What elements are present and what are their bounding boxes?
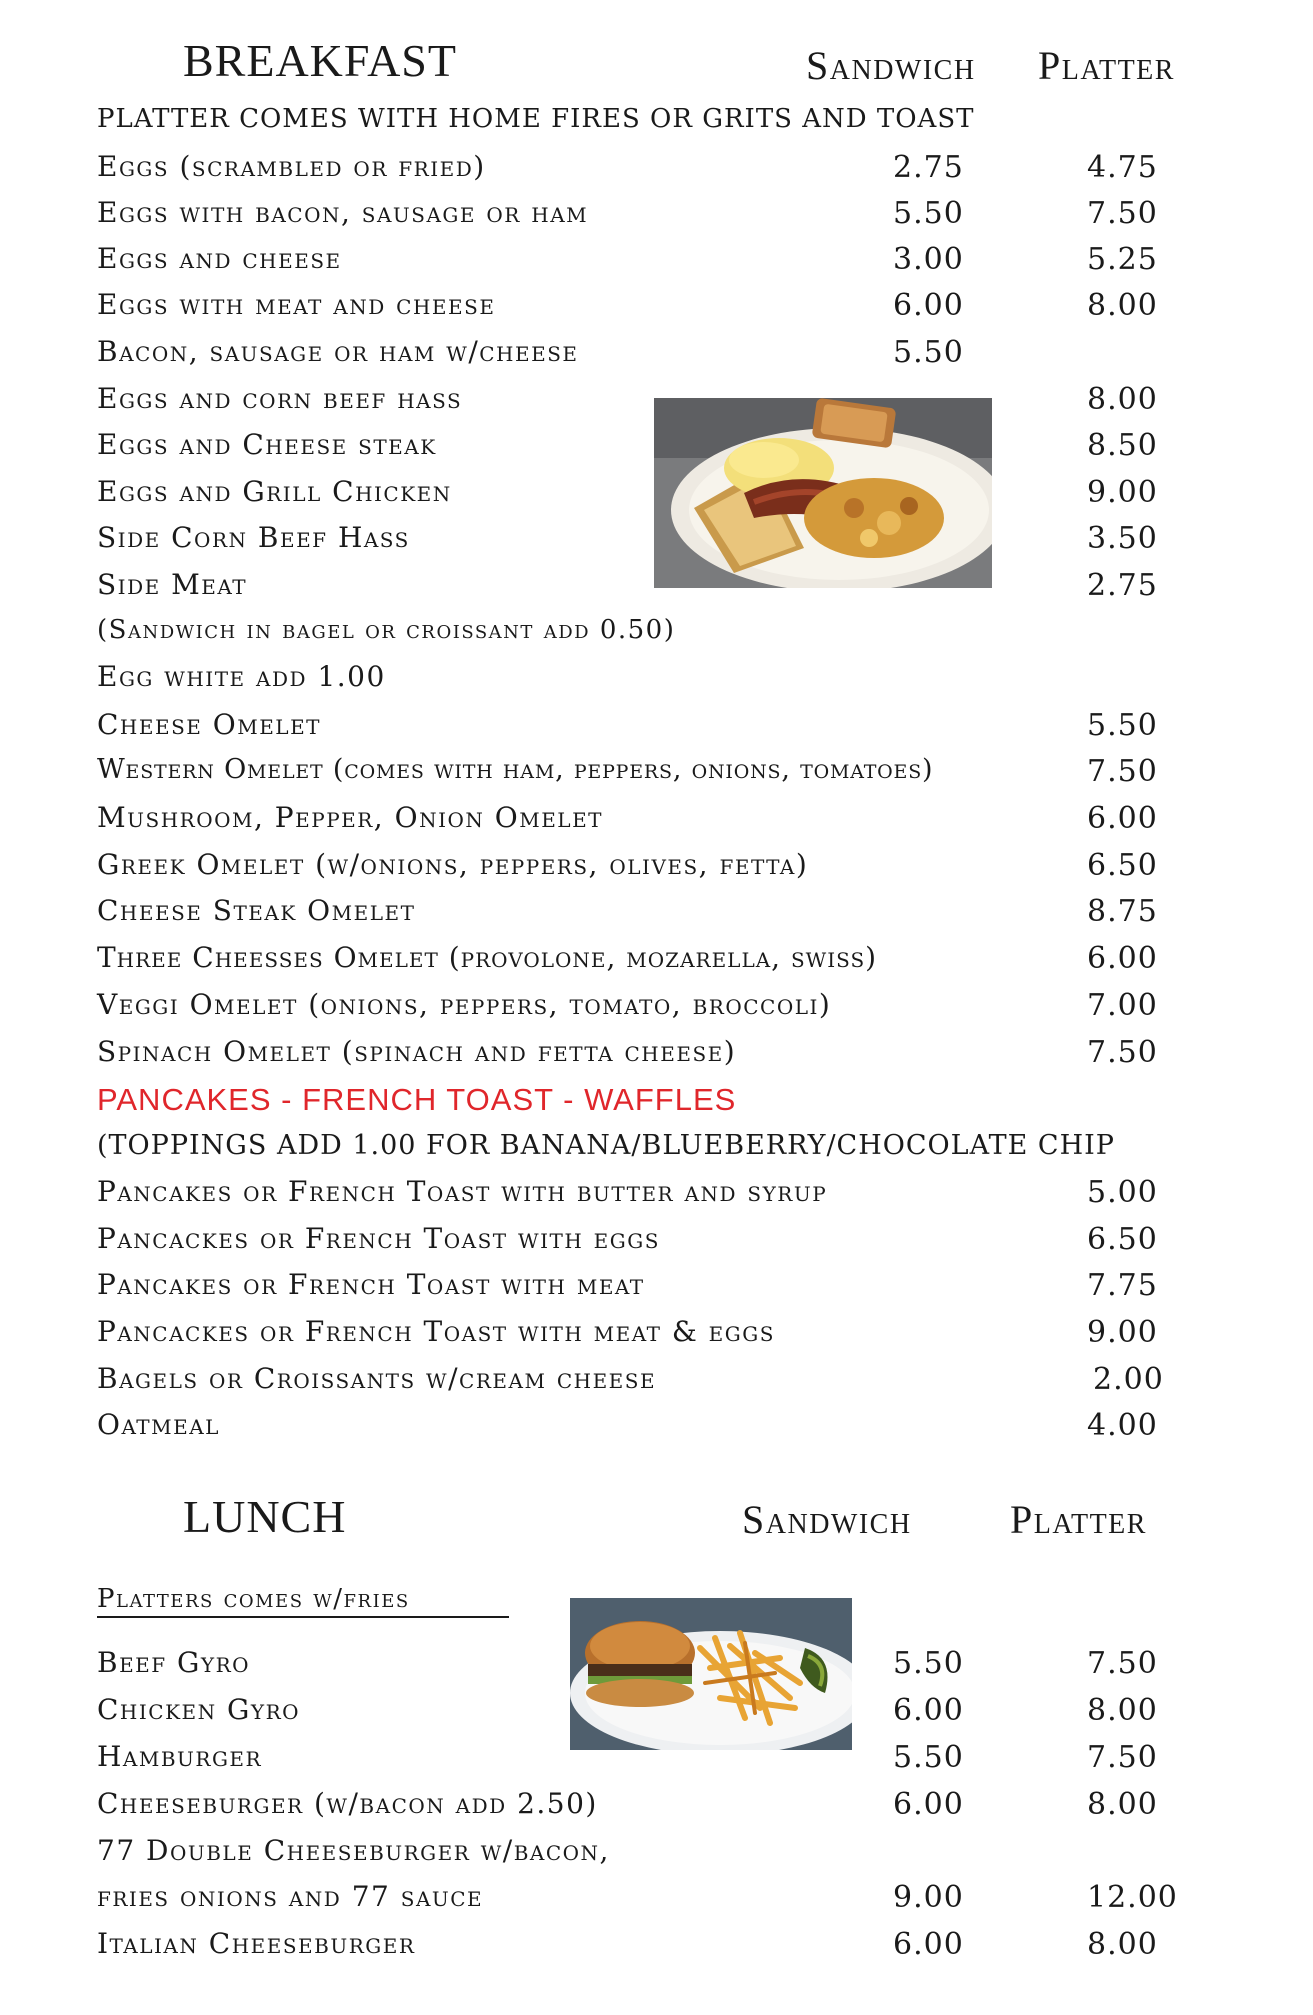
breakfast-platter-note: PLATTER COMES WITH HOME FIRES OR GRITS AND TOAST	[97, 104, 975, 134]
platter-price: 7.50	[1087, 1646, 1158, 1681]
price: 6.00	[1087, 801, 1158, 836]
price: 5.00	[1087, 1175, 1158, 1210]
platter-price: 9.00	[1087, 475, 1158, 510]
sandwich-price: 9.00	[893, 1880, 964, 1915]
item-name: Eggs and corn beef hass	[97, 382, 463, 415]
platter-price: 7.50	[1087, 1740, 1158, 1775]
price: 7.50	[1087, 1035, 1158, 1070]
toppings-note: (TOPPINGS ADD 1.00 FOR BANANA/BLUEBERRY/CHOCOLATE CHIP	[97, 1130, 1115, 1161]
item-name: Eggs with meat and cheese	[97, 288, 496, 321]
sandwich-price: 5.50	[893, 335, 964, 370]
breakfast-title: BREAKFAST	[183, 35, 457, 86]
sandwich-price: 5.50	[893, 1646, 964, 1681]
lunch-col-platter: Platter	[1010, 1497, 1147, 1542]
price: 7.75	[1087, 1268, 1158, 1303]
item-name: Side Corn Beef Hass	[97, 521, 410, 554]
item-name: Bagels or Croissants w/cream cheese	[97, 1362, 657, 1395]
platter-price: 8.50	[1087, 428, 1158, 463]
item-name: Cheeseburger (w/bacon add 2.50)	[97, 1787, 598, 1820]
item-name: Pancackes or French Toast with eggs	[97, 1222, 660, 1255]
item-name: Greek Omelet (w/onions, peppers, olives, fetta)	[97, 848, 809, 881]
item-name: Mushroom, Pepper, Onion Omelet	[97, 801, 604, 834]
sandwich-price: 6.00	[893, 288, 964, 323]
burger-and-fries-image	[570, 1598, 852, 1750]
platter-price: 8.00	[1087, 1693, 1158, 1728]
item-name: Eggs and Grill Chicken	[97, 475, 452, 508]
sandwich-price: 5.50	[893, 196, 964, 231]
price: 4.00	[1087, 1408, 1158, 1443]
platter-price: 2.75	[1087, 568, 1158, 603]
sandwich-price: 6.00	[893, 1927, 964, 1962]
sandwich-price: 5.50	[893, 1740, 964, 1775]
item-name: Chicken Gyro	[97, 1693, 301, 1726]
price: 5.50	[1087, 708, 1158, 743]
price: 6.50	[1087, 1222, 1158, 1257]
price: 2.00	[1093, 1362, 1164, 1397]
price: 6.50	[1087, 848, 1158, 883]
platter-price: 8.00	[1087, 382, 1158, 417]
sandwich-bagel-note: (Sandwich in bagel or croissant add 0.50)	[97, 615, 676, 645]
burger-and-fries-photo	[570, 1598, 852, 1750]
item-name: Pancackes or French Toast with meat & eggs	[97, 1315, 775, 1348]
platter-price: 12.00	[1087, 1880, 1178, 1915]
breakfast-platter-image	[654, 398, 992, 588]
price: 9.00	[1087, 1315, 1158, 1350]
sandwich-price: 2.75	[893, 150, 964, 185]
item-name: 77 Double Cheeseburger w/bacon,	[97, 1834, 610, 1867]
platter-price: 3.50	[1087, 521, 1158, 556]
lunch-platter-note: Platters comes w/fries	[97, 1584, 509, 1618]
breakfast-col-sandwich: Sandwich	[806, 43, 976, 88]
item-name: Oatmeal	[97, 1408, 220, 1441]
item-name: Beef Gyro	[97, 1646, 251, 1679]
item-name: Western Omelet (comes with ham, peppers, onions, tomatoes)	[97, 754, 934, 785]
sandwich-price: 6.00	[893, 1693, 964, 1728]
platter-price: 8.00	[1087, 288, 1158, 323]
lunch-col-sandwich: Sandwich	[742, 1497, 912, 1542]
item-name: Italian Cheeseburger	[97, 1927, 416, 1960]
breakfast-col-platter: Platter	[1038, 43, 1175, 88]
item-name: Cheese Omelet	[97, 708, 322, 741]
platter-price: 4.75	[1087, 150, 1158, 185]
breakfast-platter-photo	[654, 398, 992, 588]
sandwich-price: 3.00	[893, 242, 964, 277]
lunch-title: LUNCH	[183, 1491, 347, 1542]
item-name: Eggs and cheese	[97, 242, 342, 275]
item-name: Eggs with bacon, sausage or ham	[97, 196, 589, 229]
platter-price: 5.25	[1087, 242, 1158, 277]
price: 7.00	[1087, 988, 1158, 1023]
item-name: Side Meat	[97, 568, 248, 601]
egg-white-note: Egg white add 1.00	[97, 660, 386, 693]
item-name: Veggi Omelet (onions, peppers, tomato, broccoli)	[97, 988, 832, 1021]
platter-price: 8.00	[1087, 1927, 1158, 1962]
item-name: Pancakes or French Toast with meat	[97, 1268, 645, 1301]
item-name: Three Cheesses Omelet (provolone, mozarella, swiss)	[97, 941, 878, 974]
item-name: Bacon, sausage or ham w/cheese	[97, 335, 579, 368]
item-name: Spinach Omelet (spinach and fetta cheese)	[97, 1035, 737, 1068]
item-name: Hamburger	[97, 1740, 263, 1773]
price: 8.75	[1087, 894, 1158, 929]
price: 6.00	[1087, 941, 1158, 976]
platter-price: 8.00	[1087, 1787, 1158, 1822]
price: 7.50	[1087, 754, 1158, 789]
sandwich-price: 6.00	[893, 1787, 964, 1822]
item-name: fries onions and 77 sauce	[97, 1880, 484, 1913]
pancakes-heading: PANCAKES - FRENCH TOAST - WAFFLES	[97, 1082, 737, 1117]
item-name: Pancakes or French Toast with butter and syrup	[97, 1175, 828, 1208]
item-name: Eggs (scrambled or fried)	[97, 150, 486, 183]
item-name: Cheese Steak Omelet	[97, 894, 416, 927]
item-name: Eggs and Cheese steak	[97, 428, 437, 461]
platter-price: 7.50	[1087, 196, 1158, 231]
